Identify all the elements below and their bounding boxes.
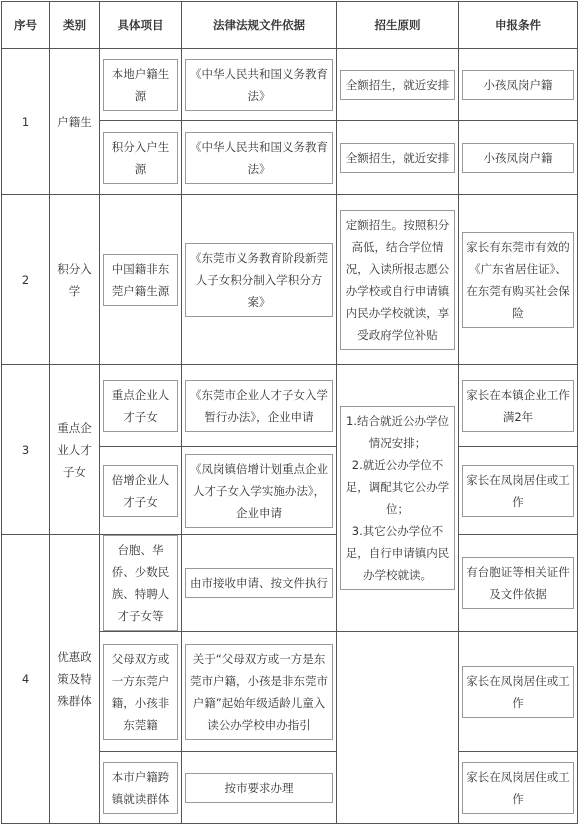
principle-cell [337,49,459,121]
basis-cell [182,365,337,447]
category-cell: 优惠政策及特殊群体 [50,535,100,824]
item-text: 父母双方或一方东莞户籍，小孩非东莞籍 [103,644,178,740]
shared-principle-cell [337,365,459,632]
basis-text: 《中华人民共和国义务教育法》 [185,132,333,184]
header-item: 具体项目 [100,2,182,49]
basis-cell [182,447,337,535]
table-row [2,365,578,447]
condition-text: 家长在凤岗居住或工作 [462,465,574,517]
basis-cell [182,752,337,824]
principle-text: 全额招生，就近安排 [340,70,455,100]
item-text: 倍增企业人才子女 [103,465,178,517]
item-cell [100,49,182,121]
category-cell: 积分入学 [50,195,100,365]
item-cell [100,535,182,632]
condition-cell [459,752,578,824]
principle-line-3: 3.其它公办学位不足，自行申请镇内民办学校就读。 [345,524,450,582]
basis-cell [182,121,337,195]
basis-text: 由市接收申请、按文件执行 [185,568,333,598]
item-text: 本地户籍生源 [103,59,178,111]
header-principle: 招生原则 [337,2,459,49]
basis-cell [182,632,337,752]
row-number: 4 [2,535,50,824]
category-cell: 户籍生 [50,49,100,195]
principle-line-1: 1.结合就近公办学位情况安排； [346,414,449,450]
basis-cell [182,535,337,632]
item-cell [100,195,182,365]
condition-cell [459,535,578,632]
row-number: 2 [2,195,50,365]
basis-text: 按市要求办理 [185,773,333,803]
condition-text: 小孩凤岗户籍 [462,70,574,100]
category-cell: 重点企业人才子女 [50,365,100,535]
basis-text: 《东莞市企业人才子女入学暂行办法》，企业申请 [185,380,333,432]
condition-text: 家长在本镇企业工作满2年 [462,380,574,432]
item-text: 本市户籍跨镇就读群体 [103,762,178,814]
condition-text: 小孩凤岗户籍 [462,143,574,173]
condition-cell [459,447,578,535]
condition-cell [459,195,578,365]
basis-cell [182,195,337,365]
shared-principle-box [340,406,455,590]
header-row [2,2,578,49]
condition-cell [459,49,578,121]
condition-text: 家长有东莞市有效的《广东省居住证》、在东莞有购买社会保险 [462,232,574,328]
condition-cell [459,121,578,195]
row-number: 1 [2,49,50,195]
basis-text: 《中华人民共和国义务教育法》 [185,59,333,111]
item-text: 积分入户生源 [103,132,178,184]
condition-text: 家长在凤岗居住或工作 [462,762,574,814]
table-row [2,535,578,632]
header-category: 类别 [50,2,100,49]
principle-text: 全额招生，就近安排 [340,143,455,173]
item-text: 中国籍非东莞户籍生源 [103,254,178,306]
principle-cell [337,121,459,195]
header-condition: 申报条件 [459,2,578,49]
item-cell [100,121,182,195]
basis-text: 关于“父母双方或一方是东莞市户籍，小孩是非东莞市户籍”起始年级适龄儿童入读公办学校申办指引 [185,644,333,740]
table-row [2,49,578,121]
item-cell [100,447,182,535]
header-no: 序号 [2,2,50,49]
item-cell [100,632,182,752]
principle-text: 定额招生。按照积分高低，结合学位情况，入读所报志愿公办学校或自行申请镇内民办学校就读，享受政府学位补贴 [340,210,455,350]
principle-cell-empty [337,632,459,824]
condition-cell [459,365,578,447]
basis-cell [182,49,337,121]
item-cell [100,752,182,824]
condition-cell [459,632,578,752]
enrollment-policy-table [1,1,578,824]
item-text: 台胞、华侨、少数民族、特聘人才子女等 [103,535,178,631]
basis-text: 《凤岗镇倍增计划重点企业人才子女入学实施办法》，企业申请 [185,454,333,528]
condition-text: 有台胞证等相关证件及文件依据 [462,557,574,609]
row-number: 3 [2,365,50,535]
principle-cell [337,195,459,365]
header-basis: 法律法规文件依据 [182,2,337,49]
principle-line-2: 2.就近公办学位不足，调配其它公办学位； [345,458,450,516]
item-text: 重点企业人才子女 [103,380,178,432]
item-cell [100,365,182,447]
condition-text: 家长在凤岗居住或工作 [462,666,574,718]
basis-text: 《东莞市义务教育阶段新莞人子女积分制入学积分方案》 [185,243,333,317]
table-row [2,195,578,365]
